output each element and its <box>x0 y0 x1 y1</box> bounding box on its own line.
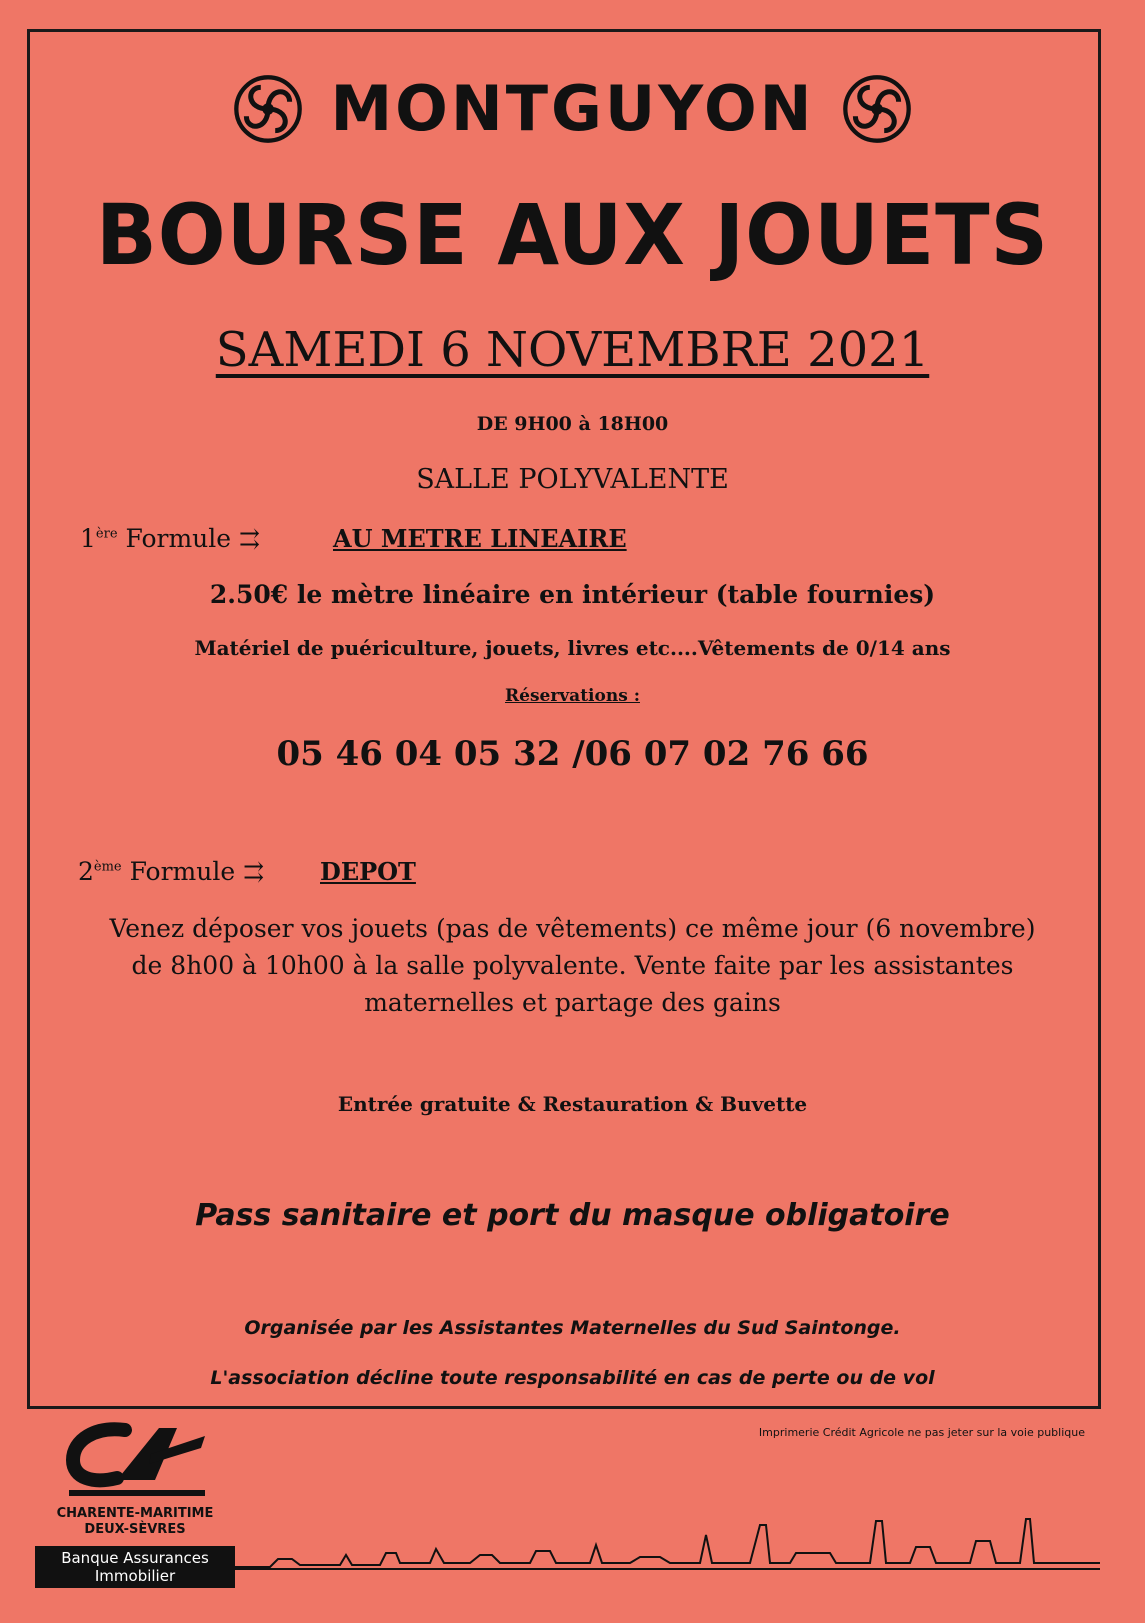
bank-logo-block <box>35 1418 235 1588</box>
formula2-description <box>0 910 1145 1021</box>
town-name: MONTGUYON <box>330 72 815 145</box>
swirl-icon <box>232 73 304 145</box>
formula1-price: 2.50€ le mètre linéaire en intérieur (table fournies) <box>209 580 936 609</box>
bank-region-line: DEUX-SÈVRES <box>84 1522 186 1537</box>
printer-note: Imprimerie Crédit Agricole ne pas jeter sur la voie publique <box>758 1426 1085 1439</box>
formula2-name: DEPOT <box>320 857 416 886</box>
formula2-line: de 8h00 à 10h00 à la salle polyvalente. Vente faite par les assistantes <box>131 951 1014 980</box>
reservation-phones: 05 46 04 05 32 /06 07 02 76 66 <box>276 734 869 774</box>
formula2-suffix: ème <box>93 859 122 875</box>
event-venue: SALLE POLYVALENTE <box>416 464 729 495</box>
formula1-label-text: Formule ⇉ <box>125 524 260 553</box>
event-date: SAMEDI 6 NOVEMBRE 2021 <box>215 322 930 378</box>
bank-region <box>35 1506 235 1538</box>
event-title: BOURSE AUX JOUETS <box>96 186 1049 284</box>
formula1-suffix: ère <box>95 526 118 542</box>
health-pass-notice: Pass sanitaire et port du masque obligatoire <box>195 1198 950 1233</box>
formula1-number: 1 <box>80 524 96 553</box>
swirl-icon <box>841 73 913 145</box>
bank-region-line: CHARENTE-MARITIME <box>56 1506 214 1521</box>
entry-info: Entrée gratuite & Restauration & Buvette <box>337 1092 808 1116</box>
formula1-label <box>80 524 260 553</box>
formula2-label <box>78 857 264 886</box>
bank-tagline <box>35 1546 235 1588</box>
formula1-name: AU METRE LINEAIRE <box>333 524 627 553</box>
bank-tagline-line: Banque Assurances <box>61 1549 209 1567</box>
formula2-line: maternelles et partage des gains <box>364 988 781 1017</box>
event-hours: DE 9H00 à 18H00 <box>476 413 669 435</box>
reservations-label: Réservations : <box>505 686 640 706</box>
town-heading <box>0 72 1145 145</box>
bank-tagline-line: Immobilier <box>94 1567 176 1585</box>
formula2-label-text: Formule ⇉ <box>129 857 265 886</box>
skyline-illustration <box>230 1505 1100 1575</box>
formula1-goods: Matériel de puériculture, jouets, livres etc....Vêtements de 0/14 ans <box>194 636 951 660</box>
formula2-number: 2 <box>78 857 94 886</box>
organizer-line: Organisée par les Assistantes Maternelles du Sud Saintonge. <box>244 1317 901 1339</box>
disclaimer-line: L'association décline toute responsabilité en cas de perte ou de vol <box>210 1367 935 1389</box>
formula2-line: Venez déposer vos jouets (pas de vêtements) ce même jour (6 novembre) <box>109 914 1036 943</box>
credit-agricole-logo <box>55 1418 215 1498</box>
